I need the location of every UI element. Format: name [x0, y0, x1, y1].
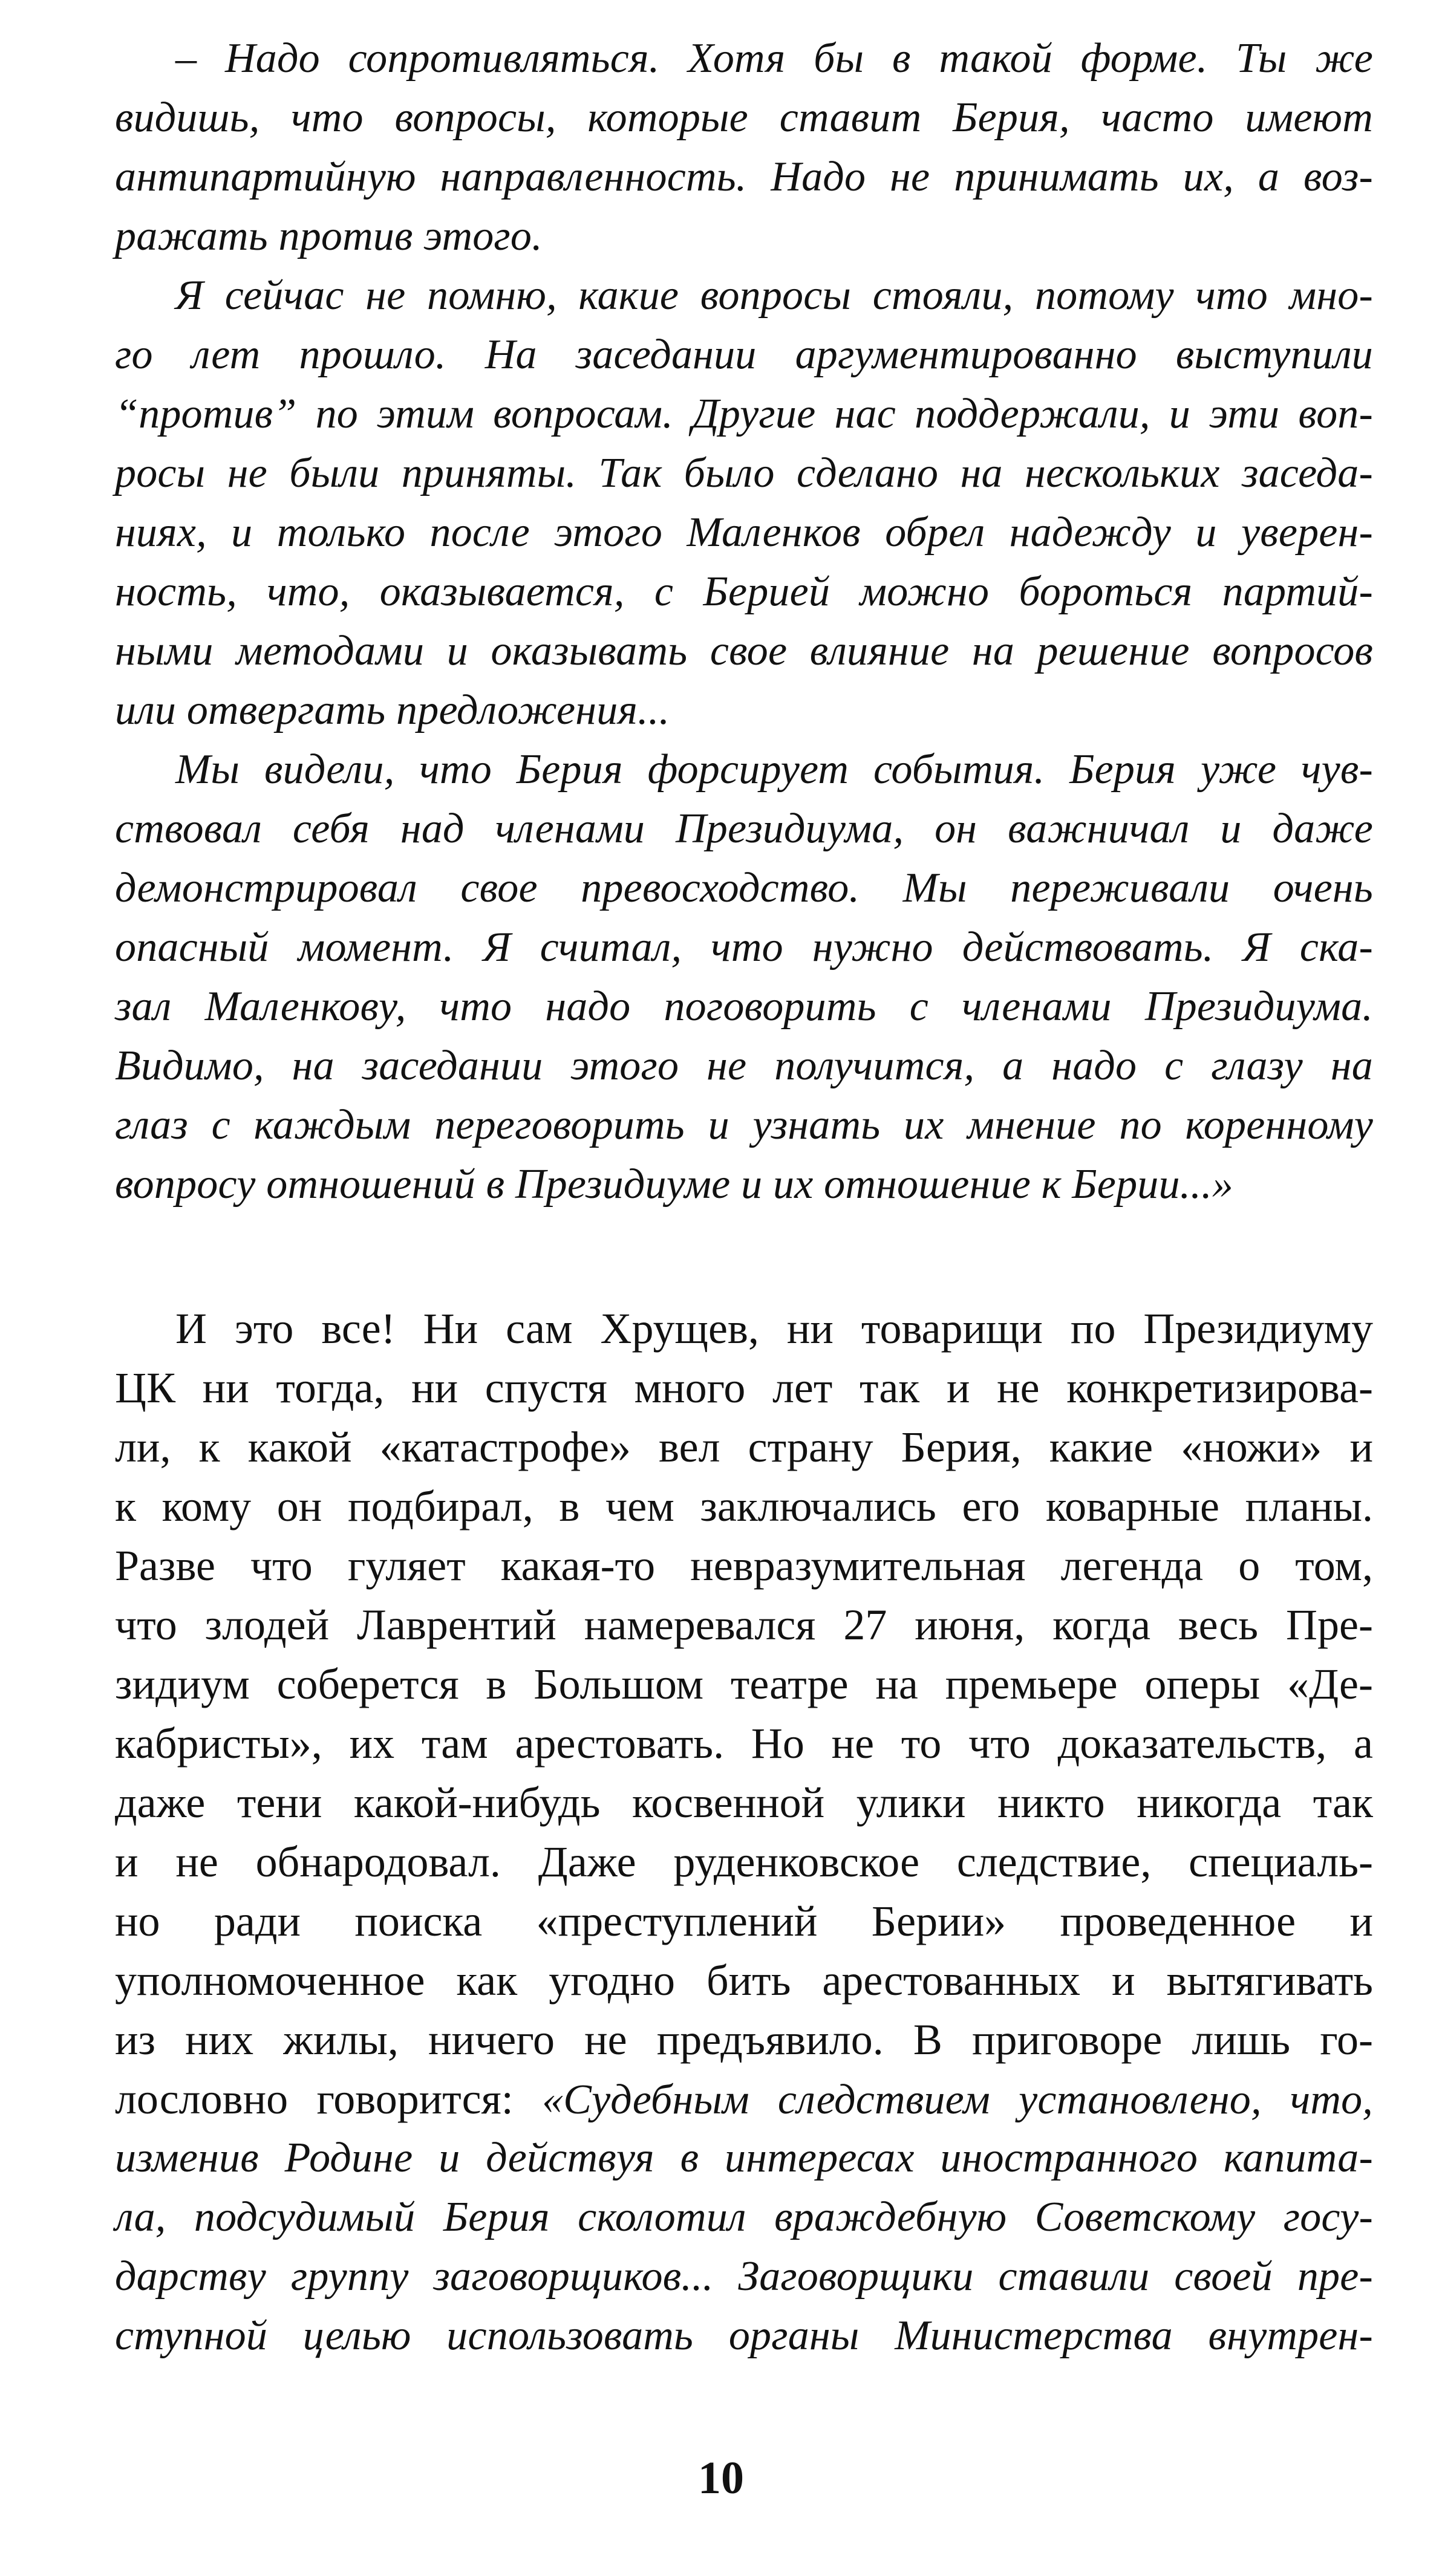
- quote-line: – Надо сопротивляться. Хотя бы в такой форме. Ты же: [175, 35, 1373, 82]
- quote-line: видишь, что вопросы, которые ставит Берия, часто имеют: [115, 94, 1373, 141]
- quote-line: Я сейчас не помню, какие вопросы стояли, потому что мно-: [175, 272, 1373, 319]
- verdict-quote-line: изменив Родине и действуя в интересах иностранного капита-: [115, 2135, 1373, 2181]
- body-line: И это все! Ни сам Хрущев, ни товарищи по Президиуму: [175, 1304, 1373, 1353]
- body-line: но ради поиска «преступлений Берии» проведенное и: [115, 1897, 1373, 1945]
- verdict-quote-line: ступной целью использовать органы Министерства внутрен-: [115, 2312, 1373, 2359]
- quote-line: ными методами и оказывать свое влияние на решение вопросов: [115, 628, 1373, 674]
- verdict-quote-text: «Судебным следствием установлено, что,: [542, 2077, 1373, 2123]
- quote-line: глаз с каждым переговорить и узнать их мнение по коренному: [115, 1102, 1373, 1148]
- body-line: зидиум соберется в Большом театре на премьере оперы «Де-: [115, 1660, 1373, 1708]
- page-number: 10: [698, 2453, 744, 2503]
- body-line-mixed: [115, 2069, 1373, 2129]
- quote-line: ражать против этого.: [115, 213, 543, 259]
- quote-line: вопросу отношений в Президиуме и их отношение к Берии...»: [115, 1161, 1233, 1208]
- quote-line: антипартийную направленность. Надо не принимать их, а воз-: [115, 154, 1373, 200]
- body-line: и не обнародовал. Даже руденковское следствие, специаль-: [115, 1838, 1373, 1886]
- quote-line: опасный момент. Я считал, что нужно действовать. Я ска-: [115, 924, 1373, 971]
- quote-block: [115, 29, 1373, 1214]
- main-paragraph: [115, 1299, 1373, 2366]
- body-line: кабристы», их там арестовать. Но не то что доказательств, а: [115, 1719, 1373, 1768]
- body-line: что злодей Лаврентий намеревался 27 июня, когда весь Пре-: [115, 1601, 1373, 1649]
- quote-line: или отвергать предложения...: [115, 687, 670, 733]
- quote-line: Мы видели, что Берия форсирует события. Берия уже чув-: [175, 746, 1373, 793]
- quote-line: росы не были приняты. Так было сделано на нескольких заседа-: [115, 450, 1373, 496]
- body-line: ли, к какой «катастрофе» вел страну Берия, какие «ножи» и: [115, 1423, 1373, 1471]
- quote-line: демонстрировал свое превосходство. Мы переживали очень: [115, 865, 1373, 911]
- quote-line: зал Маленкову, что надо поговорить с членами Президиума.: [115, 983, 1373, 1030]
- verdict-quote-line: ла, подсудимый Берия сколотил враждебную Советскому госу-: [115, 2194, 1373, 2240]
- quote-line: Видимо, на заседании этого не получится, а надо с глазу на: [115, 1042, 1373, 1089]
- body-line: ЦК ни тогда, ни спустя много лет так и не конкретизирова-: [115, 1364, 1373, 1412]
- verdict-quote-line: дарству группу заговорщиков... Заговорщики ставили своей пре-: [115, 2253, 1373, 2300]
- body-line: уполномоченное как угодно бить арестованных и вытягивать: [115, 1956, 1373, 2005]
- quote-line: го лет прошло. На заседании аргументированно выступили: [115, 331, 1373, 378]
- body-text-roman: лословно говорится:: [115, 2075, 543, 2123]
- body-line: к кому он подбирал, в чем заключались его коварные планы.: [115, 1482, 1373, 1530]
- body-line: даже тени какой-нибудь косвенной улики никто никогда так: [115, 1778, 1373, 1827]
- quote-line: ствовал себя над членами Президиума, он важничал и даже: [115, 805, 1373, 852]
- quote-line: ность, что, оказывается, с Берией можно бороться партий-: [115, 568, 1373, 615]
- quote-line: ниях, и только после этого Маленков обрел надежду и уверен-: [115, 509, 1373, 556]
- quote-line: “против” по этим вопросам. Другие нас поддержали, и эти воп-: [115, 391, 1373, 437]
- body-line: из них жилы, ничего не предъявило. В приговоре лишь го-: [115, 2015, 1373, 2064]
- body-line: Разве что гуляет какая-то невразумительная легенда о том,: [115, 1541, 1373, 1590]
